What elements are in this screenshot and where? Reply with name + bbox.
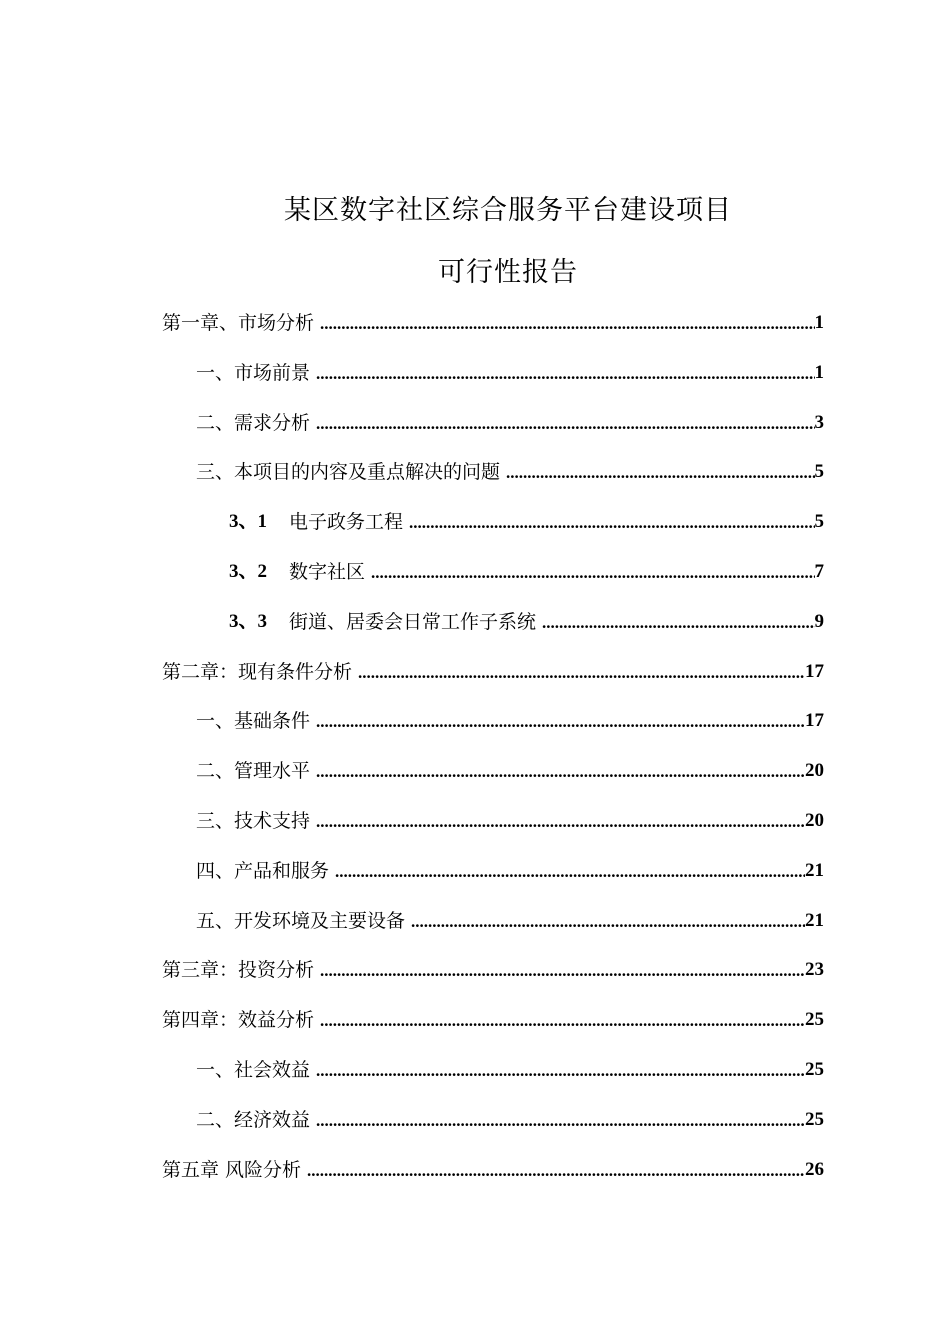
toc-entry-label: 第三章：投资分析 [162, 959, 315, 982]
toc-page-number: 21 [805, 909, 824, 931]
toc-entry-label: 街道、居委会日常工作子系统 [289, 610, 537, 633]
toc-dot-leader [405, 908, 805, 936]
toc-entry-label: 第五章 风险分析 [162, 1158, 302, 1181]
toc-dot-leader [403, 509, 814, 537]
toc-page-number: 26 [805, 1158, 824, 1180]
toc-entry-label: 第一章、市场分析 [162, 312, 315, 334]
toc-entry-number: 3、2 [229, 561, 268, 582]
toc-page-number: 17 [805, 710, 824, 732]
toc-entry-number: 3、3 [229, 610, 268, 632]
toc-page-number: 1 [814, 312, 824, 333]
toc-dot-leader [329, 858, 805, 886]
toc-dot-leader [310, 360, 814, 388]
toc-entry-label: 四、产品和服务 [196, 859, 330, 882]
toc-dot-leader [301, 1157, 805, 1185]
toc-entry-label: 第四章：效益分析 [162, 1009, 315, 1032]
toc-entry-label: 一、基础条件 [196, 710, 311, 733]
toc-page-number: 3 [814, 411, 824, 433]
toc-page-number: 21 [805, 859, 824, 881]
toc-entry-label: 五、开发环境及主要设备 [196, 909, 406, 932]
toc-dot-leader [310, 1107, 805, 1135]
toc-entry[interactable] [196, 1105, 824, 1135]
toc-page-number: 9 [814, 610, 824, 632]
toc-dot-leader [314, 310, 814, 338]
toc-page-number: 20 [805, 760, 824, 782]
toc-page-number: 25 [805, 1108, 824, 1130]
toc-dot-leader [352, 659, 805, 687]
toc-entry-label: 第二章：现有条件分析 [162, 660, 353, 683]
toc-entry[interactable] [162, 657, 824, 687]
toc-entry[interactable] [196, 358, 824, 388]
toc-entry[interactable] [196, 806, 824, 836]
toc-page-number: 25 [805, 1009, 824, 1031]
toc-entry-number: 3、1 [229, 511, 268, 533]
toc-dot-leader [310, 410, 814, 438]
toc-dot-leader [500, 459, 814, 487]
toc-dot-leader [310, 808, 805, 836]
toc-page-number: 7 [814, 561, 824, 582]
toc-entry[interactable] [162, 1155, 824, 1185]
toc-page-number: 5 [814, 461, 824, 483]
toc-entry-label: 一、社会效益 [196, 1059, 311, 1081]
toc-entry-label: 二、需求分析 [196, 411, 311, 434]
toc-entry[interactable] [196, 457, 824, 487]
document-subtitle: 可行性报告 [438, 257, 578, 288]
toc-entry-label: 三、技术支持 [196, 810, 311, 832]
toc-entry[interactable] [229, 507, 824, 537]
toc-entry-label: 一、市场前景 [196, 361, 311, 384]
toc-dot-leader [536, 609, 814, 637]
toc-entry-label: 二、经济效益 [196, 1108, 311, 1131]
document-title: 某区数字社区综合服务平台建设项目 [284, 195, 732, 226]
toc-entry[interactable] [229, 557, 824, 587]
toc-dot-leader [310, 1057, 805, 1085]
toc-entry[interactable] [196, 856, 824, 886]
toc-dot-leader [310, 708, 805, 736]
toc-entry[interactable] [196, 706, 824, 736]
toc-entry[interactable] [229, 607, 824, 637]
toc-entry[interactable] [196, 1055, 824, 1085]
toc-page-number: 20 [805, 810, 824, 831]
toc-dot-leader [314, 957, 805, 985]
toc-entry[interactable] [196, 906, 824, 936]
toc-entry-label: 二、管理水平 [196, 760, 311, 783]
toc-dot-leader [310, 758, 805, 786]
toc-entry-label: 三、本项目的内容及重点解决的问题 [196, 461, 501, 484]
toc-page-number: 25 [805, 1059, 824, 1080]
toc-page-number: 5 [814, 511, 824, 533]
toc-entry-label: 数字社区 [289, 561, 366, 583]
toc-page-number: 1 [814, 361, 824, 383]
toc-page-number: 17 [805, 660, 824, 682]
toc-dot-leader [314, 1007, 805, 1035]
toc-entry-label: 电子政务工程 [289, 511, 404, 534]
toc-entry[interactable] [196, 408, 824, 438]
toc-page-number: 23 [805, 959, 824, 981]
toc-entry[interactable] [162, 1005, 824, 1035]
toc-dot-leader [365, 559, 814, 587]
toc-entry[interactable] [196, 756, 824, 786]
toc-entry[interactable] [162, 955, 824, 985]
toc-entry[interactable] [162, 308, 824, 338]
